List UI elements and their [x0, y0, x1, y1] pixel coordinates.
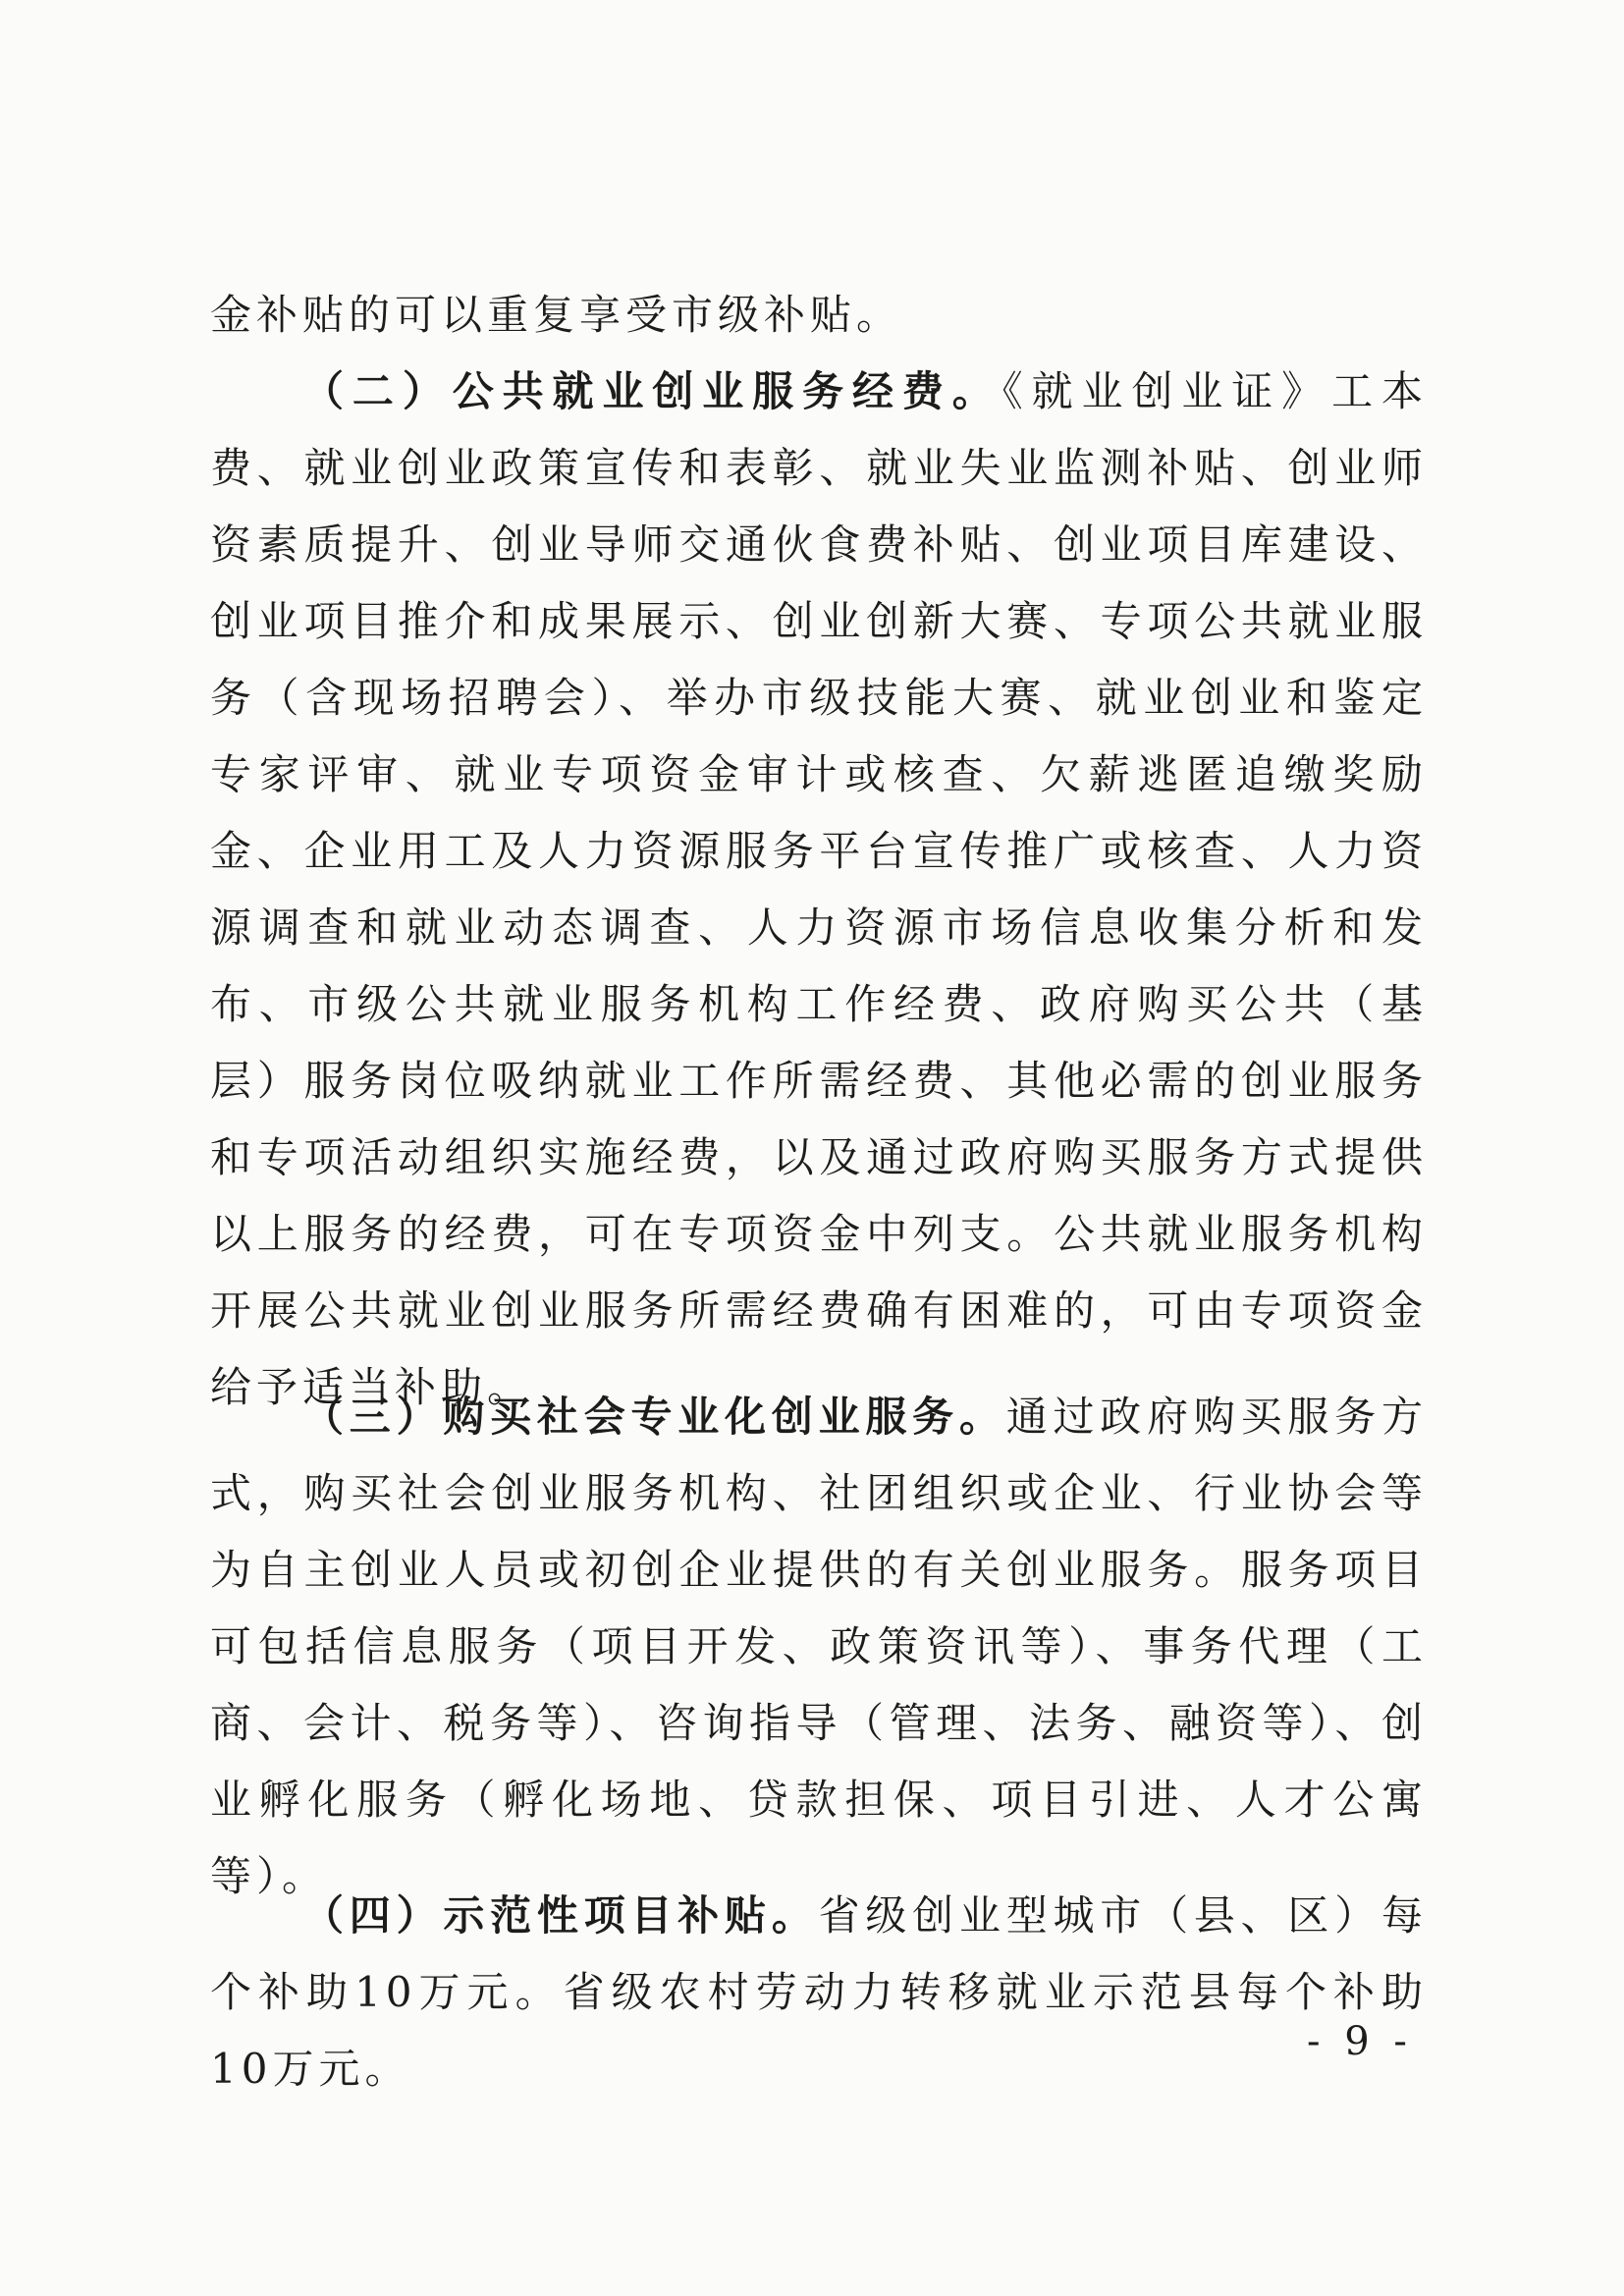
section-social-entrepreneurship-services: [210, 1379, 1428, 1915]
section-paragraph: [210, 1878, 1428, 2107]
section-body: 《就业创业证》工本费、就业创业政策宣传和表彰、就业失业监测补贴、创业师资素质提升、创业导师交通伙食费补贴、创业项目库建设、创业项目推介和成果展示、创业创新大赛、专项公共就业服务（含现场招聘会）、举办市级技能大赛、就业创业和鉴定专家评审、就业专项资金审计或核查、欠薪逃匿追缴奖励金、企业用工及人力资源服务平台宣传推广或核查、人力资源调查和就业动态调查、人力资源市场信息收集分析和发布、市级公共就业服务机构工作经费、政府购买公共（基层）服务岗位吸纳就业工作所需经费、其他必需的创业服务和专项活动组织实施经费，以及通过政府购买服务方式提供以上服务的经费，可在专项资金中列支。公共就业服务机构开展公共就业创业服务所需经费确有困难的，可由专项资金给予适当补助。: [210, 367, 1428, 1411]
section-demonstration-project-subsidy: [210, 1878, 1428, 2107]
section-paragraph: [210, 354, 1428, 1426]
continued-paragraph: [210, 277, 1428, 354]
section-body: 通过政府购买服务方式，购买社会创业服务机构、社团组织或企业、行业协会等为自主创业人员或初创企业提供的有关创业服务。服务项目可包括信息服务（项目开发、政策资讯等）、事务代理（工商、会计、税务等）、咨询指导（管理、法务、融资等）、创业孵化服务（孵化场地、贷款担保、项目引进、人才公寓等）。: [210, 1393, 1428, 1900]
section-heading: （三）购买社会专业化创业服务。: [302, 1393, 1006, 1441]
section-paragraph: [210, 1379, 1428, 1915]
section-heading: （二）公共就业创业服务经费。: [302, 367, 1002, 415]
section-heading: （四）示范性项目补贴。: [302, 1891, 819, 1940]
page-number: - 9 -: [1307, 2019, 1413, 2064]
intro-line: 金补贴的可以重复享受市级补贴。: [210, 291, 903, 339]
section-public-employment-services: [210, 354, 1428, 1426]
section-body: 省级创业型城市（县、区）每个补助10万元。省级农村劳动力转移就业示范县每个补助10万元。: [210, 1891, 1428, 2093]
